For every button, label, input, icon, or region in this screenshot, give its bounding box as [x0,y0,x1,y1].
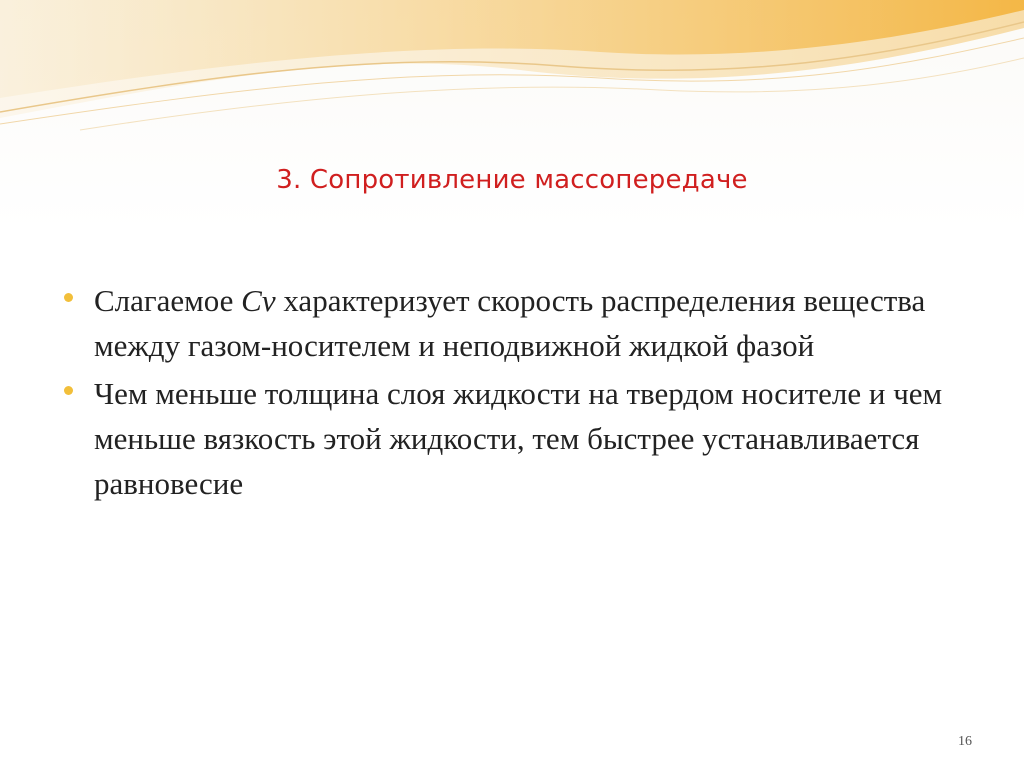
bullet-item [64,278,964,368]
slide-title: 3. Сопротивление массопередаче [276,165,748,195]
bullet-list [64,278,964,509]
bullet-text: Чем меньше толщина слоя жидкости на твердом носителе и чем меньше вязкость этой жидкости, тем быстрее устанавливается равновесие [94,376,943,501]
decorative-wave-banner [0,0,1024,140]
bullet-text-post: характеризует скорость распределения вещества между газом-носителем и неподвижной жидкой фазой [94,283,926,363]
bullet-text-pre: Слагаемое [94,283,242,318]
bullet-dot-icon [64,386,73,395]
bullet-text-italic: Cv [241,283,276,318]
page-number: 16 [958,734,972,749]
bullet-item [64,371,964,506]
bullet-dot-icon [64,293,73,302]
